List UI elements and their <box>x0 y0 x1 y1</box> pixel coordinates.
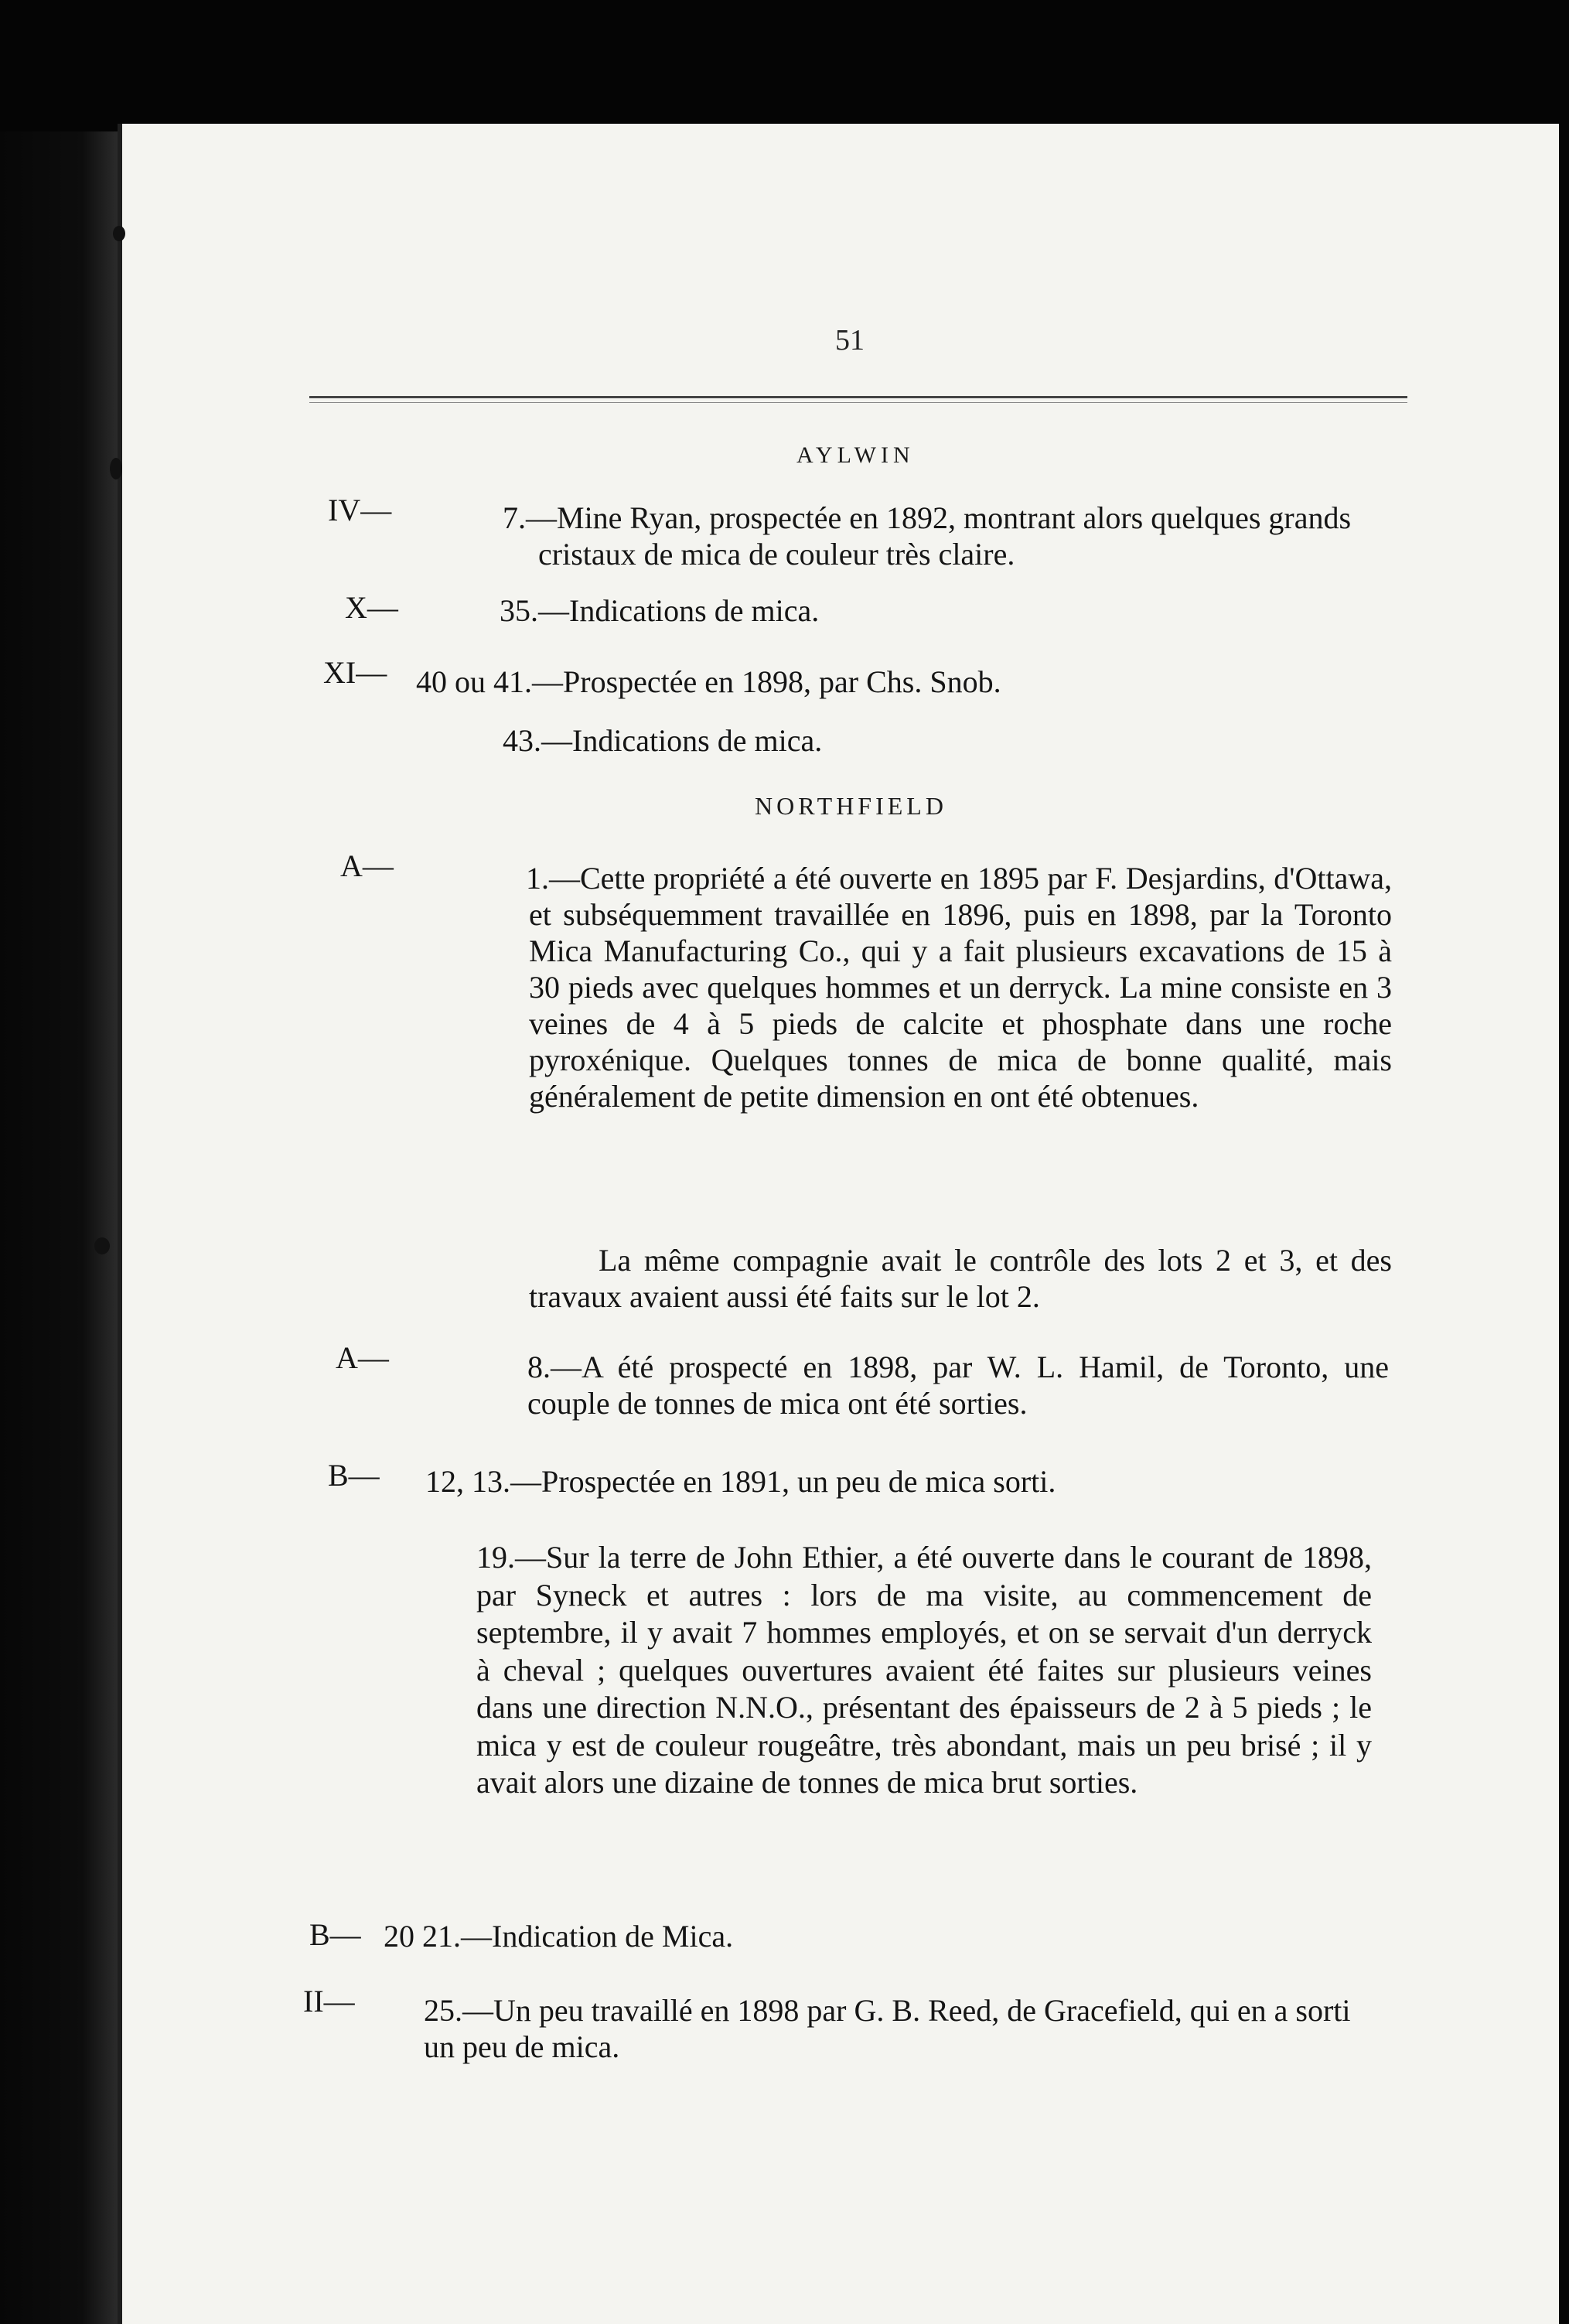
page-number: 51 <box>835 324 865 357</box>
range-label: XI— <box>323 655 387 690</box>
entry-text: 12, 13.—Prospectée en 1891, un peu de mica sorti. <box>425 1464 1056 1499</box>
entry-text: 20 21.—Indication de Mica. <box>384 1919 734 1954</box>
entry-text: La même compagnie avait le contrôle des lots 2 et 3, et des travaux avaient aussi été faits sur le lot 2. <box>529 1243 1392 1314</box>
section-heading-northfield: NORTHFIELD <box>755 792 947 820</box>
entry-text: 40 ou 41.—Prospectée en 1898, par Chs. Snob. <box>416 664 1001 699</box>
entry-text: 8.—A été prospecté en 1898, par W. L. Hamil, de Toronto, une couple de tonnes de mica ont été sorties. <box>527 1350 1389 1421</box>
book-binding <box>0 131 118 2324</box>
header-rule <box>309 402 1407 403</box>
binding-mark <box>94 1237 110 1254</box>
range-label: II— <box>303 1984 355 2019</box>
range-label: IV— <box>328 493 392 527</box>
binding-mark <box>113 226 125 241</box>
range-label: A— <box>340 848 394 883</box>
entry-text: 43.—Indications de mica. <box>503 723 823 758</box>
entry-text: 7.—Mine Ryan, prospectée en 1892, montrant alors quelques grands cristaux de mica de couleur très claire. <box>503 500 1352 572</box>
header-rule <box>309 396 1407 398</box>
section-heading-aylwin: AYLWIN <box>796 442 915 468</box>
binding-mark <box>110 458 122 479</box>
range-label: X— <box>345 590 398 625</box>
entry-text: 19.—Sur la terre de John Ethier, a été ouverte dans le courant de 1898, par Syneck et autres : lors de ma visite, au commencement de septembre, il y avait 7 hommes employés, et on se servait d'un derryck à cheval ; quelques ouvertures avaient été faites sur plusieurs veines dans une direction N.N.O., présentant des épaisseurs de 2 à 5 pieds ; le mica y est de couleur rougeâtre, très abondant, mais un peu brisé ; il y avait alors une dizaine de tonnes de mica brut sorties. <box>476 1540 1372 1800</box>
entry-text: 35.—Indications de mica. <box>500 593 820 628</box>
range-label: B— <box>309 1917 361 1952</box>
entry-text: 25.—Un peu travaillé en 1898 par G. B. Reed, de Gracefield, qui en a sorti un peu de mica. <box>424 1993 1351 2064</box>
range-label: B— <box>328 1458 380 1493</box>
entry-text: 1.—Cette propriété a été ouverte en 1895 par F. Desjardins, d'Ottawa, et subséquemment travaillée en 1896, puis en 1898, par la Toronto Mica Manufacturing Co., qui y a fait plusieurs excavations de 15 à 30 pieds avec quelques hommes et un derryck. La mine consiste en 3 veines de 4 à 5 pieds de calcite et phosphate dans une roche pyroxénique. Quelques tonnes de mica de bonne qualité, mais généralement de petite dimension en ont été obtenues. <box>526 861 1392 1114</box>
range-label: A— <box>336 1340 389 1375</box>
